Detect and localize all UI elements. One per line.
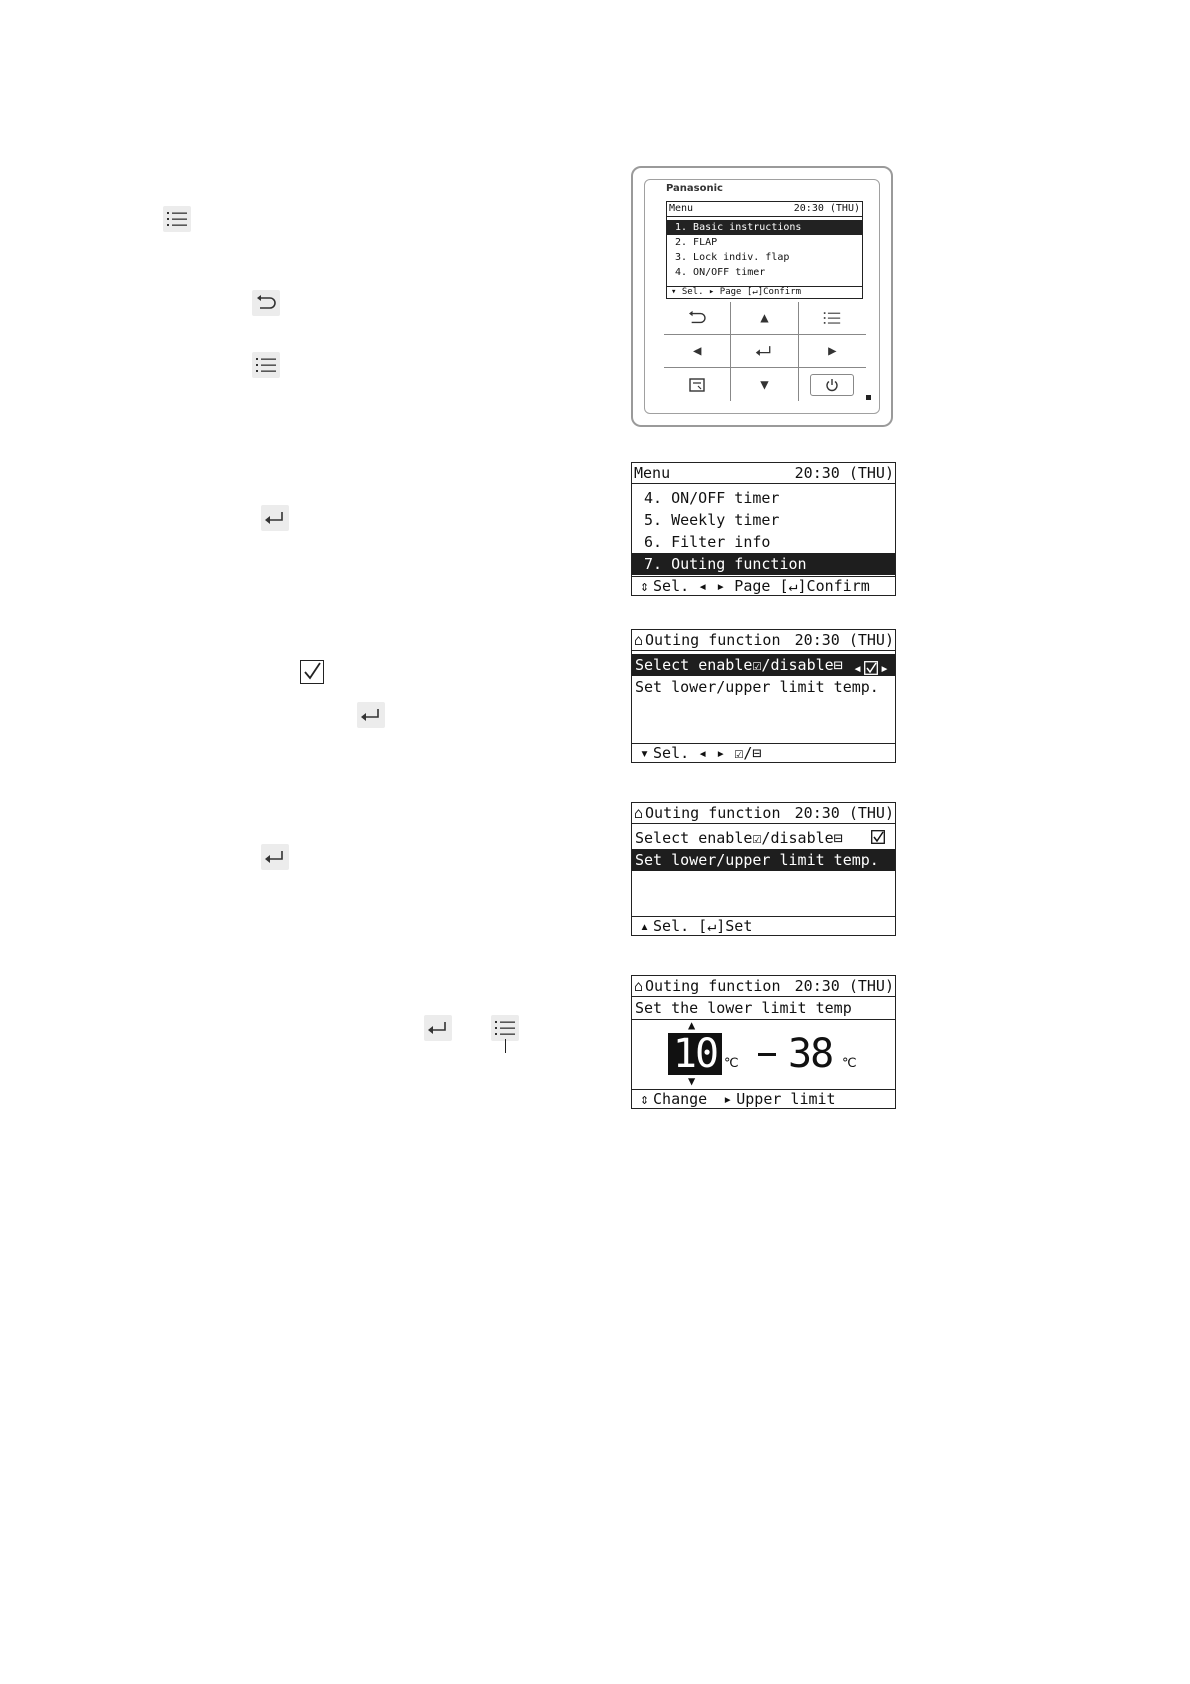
- screen-footer: [632, 1089, 895, 1108]
- outing-house-icon: ⌂: [634, 977, 644, 995]
- up-down-arrow-icon: ⇕: [640, 1090, 650, 1108]
- screen-title: Menu: [634, 464, 671, 482]
- power-key[interactable]: [799, 368, 866, 401]
- menu-item-selected[interactable]: 7. Outing function: [632, 553, 895, 575]
- screen-time: 20:30 (THU): [794, 804, 894, 822]
- range-dash: [758, 1053, 776, 1056]
- enter-button-icon: [424, 1015, 452, 1041]
- up-triangle-icon: ▲: [760, 310, 769, 326]
- screen-time: 20:30 (THU): [794, 464, 894, 482]
- back-button-icon: [252, 290, 280, 316]
- status-led: [866, 395, 871, 400]
- screen-header: [632, 630, 895, 651]
- remote-keypad: [664, 302, 866, 401]
- down-key[interactable]: [731, 368, 798, 401]
- left-arrow-icon: ◂: [852, 659, 862, 677]
- screen-header: [632, 803, 895, 824]
- back-icon: [687, 310, 707, 326]
- lower-limit-value[interactable]: 10: [668, 1033, 722, 1075]
- menu-button-icon: [252, 352, 280, 378]
- limit-temp-row[interactable]: Set lower/upper limit temp.: [635, 678, 879, 696]
- remote-display-title: Menu: [669, 203, 694, 214]
- remote-controller: [631, 166, 893, 427]
- enable-value[interactable]: [871, 830, 885, 844]
- menu-item[interactable]: 5. Weekly timer: [644, 511, 780, 529]
- limit-temp-row-selected[interactable]: Set lower/upper limit temp.: [632, 849, 895, 871]
- remote-display-header: [667, 202, 862, 217]
- back-key[interactable]: [664, 302, 731, 335]
- quick-menu-icon: [689, 378, 705, 392]
- right-triangle-icon: ▶: [828, 343, 837, 359]
- screen-header: [632, 976, 895, 997]
- lower-unit: ℃: [724, 1056, 739, 1071]
- screen-footer: [632, 743, 895, 762]
- menu-button-icon: [163, 206, 191, 232]
- screen-title: Outing function: [645, 631, 781, 649]
- menu-screen: [631, 462, 896, 596]
- callout-tick: [505, 1039, 506, 1053]
- remote-display-footer: [667, 286, 862, 298]
- footer-text: Sel. [↵]Set: [653, 917, 753, 935]
- remote-menu-item: 2. FLAP: [675, 237, 718, 248]
- menu-item[interactable]: 6. Filter info: [644, 533, 771, 551]
- decrease-arrow-icon[interactable]: ▼: [688, 1074, 696, 1088]
- enter-icon: [755, 345, 773, 357]
- power-button-frame: [810, 374, 854, 396]
- limit-temp-screen: [631, 975, 896, 1109]
- upper-unit: ℃: [842, 1056, 857, 1071]
- quick-key[interactable]: [664, 368, 731, 401]
- remote-footer-text: Sel. ▸ Page [↵]Confirm: [681, 287, 802, 297]
- up-key[interactable]: [731, 302, 798, 335]
- right-arrow-icon: ▸: [879, 659, 889, 677]
- row-label: Select enable☑/disable⊟: [635, 656, 843, 674]
- upper-limit-value: 38: [788, 1031, 833, 1077]
- down-arrow-icon: ▾: [640, 744, 650, 762]
- enter-button-icon: [261, 505, 289, 531]
- screen-subtitle: Set the lower limit temp: [632, 997, 895, 1020]
- increase-arrow-icon[interactable]: ▲: [688, 1018, 696, 1032]
- screen-footer: [632, 576, 895, 595]
- right-key[interactable]: [799, 335, 866, 368]
- up-down-arrow-icon: ⇕: [640, 577, 650, 595]
- footer-text: Sel. ◂ ▸ ☑/⊟: [653, 744, 762, 762]
- footer-change: Change: [653, 1090, 708, 1108]
- screen-time: 20:30 (THU): [794, 977, 894, 995]
- remote-display: [666, 201, 863, 299]
- enter-button-icon: [357, 702, 385, 728]
- menu-key[interactable]: [799, 302, 866, 335]
- enable-disable-row[interactable]: [632, 654, 895, 676]
- screen-title: Outing function: [645, 977, 781, 995]
- checkbox-checked-icon: [864, 661, 878, 675]
- menu-icon: [823, 311, 841, 325]
- checkbox-checked-icon: [300, 660, 324, 684]
- left-key[interactable]: [664, 335, 731, 368]
- left-triangle-icon: ◀: [692, 343, 702, 359]
- right-arrow-icon: ▸: [723, 1090, 733, 1108]
- outing-function-screen: [631, 802, 896, 936]
- remote-display-time: 20:30 (THU): [793, 203, 860, 214]
- remote-menu-item: 3. Lock indiv. flap: [675, 252, 790, 263]
- menu-item[interactable]: 4. ON/OFF timer: [644, 489, 780, 507]
- outing-house-icon: ⌂: [634, 804, 644, 822]
- screen-header: [632, 463, 895, 484]
- checkbox-checked-icon: [871, 830, 885, 844]
- power-icon: [825, 378, 839, 392]
- footer-text: Sel. ◂ ▸ Page [↵]Confirm: [653, 577, 870, 595]
- outing-house-icon: ⌂: [634, 631, 644, 649]
- screen-footer: [632, 916, 895, 935]
- remote-menu-item: 1. Basic instructions: [667, 220, 862, 235]
- row-label: Select enable☑/disable⊟: [635, 829, 843, 847]
- down-arrow-icon: ▾: [671, 287, 682, 297]
- screen-time: 20:30 (THU): [794, 631, 894, 649]
- brand-logo: Panasonic: [666, 183, 723, 194]
- enter-key[interactable]: [731, 335, 798, 368]
- enable-disable-row[interactable]: [632, 827, 895, 849]
- remote-menu-item: 4. ON/OFF timer: [675, 267, 766, 278]
- temperature-range: [632, 1020, 895, 1090]
- down-triangle-icon: ▼: [760, 376, 769, 393]
- enter-button-icon: [261, 844, 289, 870]
- outing-function-screen: [631, 629, 896, 763]
- menu-button-icon: [491, 1015, 519, 1041]
- footer-upper-limit: Upper limit: [736, 1090, 836, 1108]
- screen-title: Outing function: [645, 804, 781, 822]
- up-arrow-icon: ▴: [640, 917, 650, 935]
